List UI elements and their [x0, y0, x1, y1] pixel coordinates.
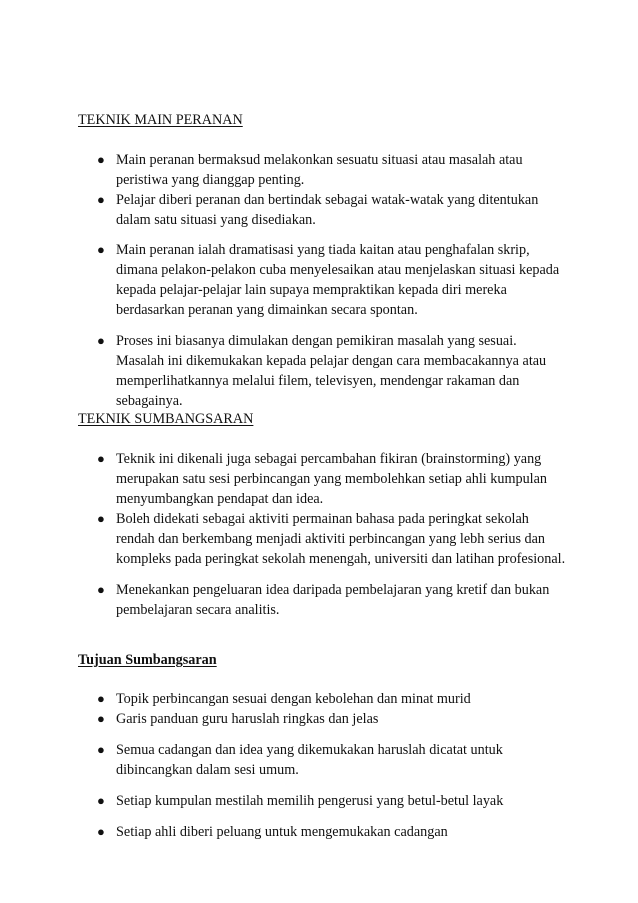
- list-item-text: Proses ini biasanya dimulakan dengan pemikiran masalah yang sesuai. Masalah ini dikemukakan kepada pelajar dengan cara membacakannya atau memperlihatkannya melalui filem, televisyen, mendengar rakaman dan sebagainya.: [116, 333, 547, 409]
- list-item: [78, 331, 568, 411]
- list-item: [78, 240, 568, 320]
- list-item: [78, 791, 568, 811]
- bullet-icon: ●: [97, 793, 105, 808]
- list-item-text: Setiap ahli diberi peluang untuk mengemukakan cadangan: [116, 824, 448, 840]
- list-item-text: Main peranan bermaksud melakonkan sesuatu situasi atau masalah atau peristiwa yang dianggap penting.: [116, 152, 523, 188]
- bullet-list: [78, 689, 568, 842]
- list-item-text: Pelajar diberi peranan dan bertindak sebagai watak-watak yang ditentukan dalam satu situasi yang disediakan.: [116, 192, 539, 228]
- list-item-text: Semua cadangan dan idea yang dikemukakan haruslah dicatat untuk dibincangkan dalam sesi umum.: [116, 742, 503, 778]
- section-teknik-main-peranan: [78, 110, 568, 411]
- bullet-icon: ●: [97, 242, 105, 257]
- bullet-icon: ●: [97, 582, 105, 597]
- bullet-icon: ●: [97, 711, 105, 726]
- bullet-icon: ●: [97, 333, 105, 348]
- bullet-icon: ●: [97, 691, 105, 706]
- list-item-text: Boleh didekati sebagai aktiviti permainan bahasa pada peringkat sekolah rendah dan berkembang menjadi aktiviti perbincangan yang lebh serius dan kompleks pada peringkat sekolah menengah, universiti dan latihan profesional.: [116, 511, 566, 567]
- list-item-text: Menekankan pengeluaran idea daripada pembelajaran yang kretif dan bukan pembelajaran secara analitis.: [116, 582, 550, 618]
- section-heading: TEKNIK MAIN PERANAN: [78, 112, 243, 128]
- list-item-text: Garis panduan guru haruslah ringkas dan jelas: [116, 711, 379, 727]
- list-item: [78, 689, 568, 709]
- section-heading: Tujuan Sumbangsaran: [78, 652, 217, 668]
- list-item: [78, 822, 568, 842]
- bullet-icon: ●: [97, 742, 105, 757]
- list-item-text: Setiap kumpulan mestilah memilih pengerusi yang betul-betul layak: [116, 793, 504, 809]
- list-item: [78, 740, 568, 780]
- section-teknik-sumbangsaran: [78, 409, 568, 620]
- bullet-list: [78, 150, 568, 411]
- bullet-icon: ●: [97, 192, 105, 207]
- list-item: [78, 190, 568, 230]
- list-item-text: Main peranan ialah dramatisasi yang tiada kaitan atau penghafalan skrip, dimana pelakon-pelakon cuba menyelesaikan atau menjelaskan situasi kepada kepada pelajar-pelajar lain supaya mempraktikan kepada diri mereka berdasarkan peranan yang dimainkan secara spontan.: [116, 242, 560, 318]
- list-item-text: Teknik ini dikenali juga sebagai percambahan fikiran (brainstorming) yang merupakan satu sesi perbincangan yang membolehkan setiap ahli kumpulan menyumbangkan pendapat dan idea.: [116, 451, 548, 507]
- list-item: [78, 449, 568, 509]
- bullet-list: [78, 449, 568, 620]
- list-item-text: Topik perbincangan sesuai dengan kebolehan dan minat murid: [116, 691, 471, 707]
- section-tujuan-sumbangsaran: [78, 650, 568, 842]
- list-item: [78, 509, 568, 569]
- bullet-icon: ●: [97, 824, 105, 839]
- list-item: [78, 150, 568, 190]
- list-item: [78, 580, 568, 620]
- bullet-icon: ●: [97, 451, 105, 466]
- bullet-icon: ●: [97, 152, 105, 167]
- bullet-icon: ●: [97, 511, 105, 526]
- section-heading: TEKNIK SUMBANGSARAN: [78, 411, 254, 427]
- list-item: [78, 709, 568, 729]
